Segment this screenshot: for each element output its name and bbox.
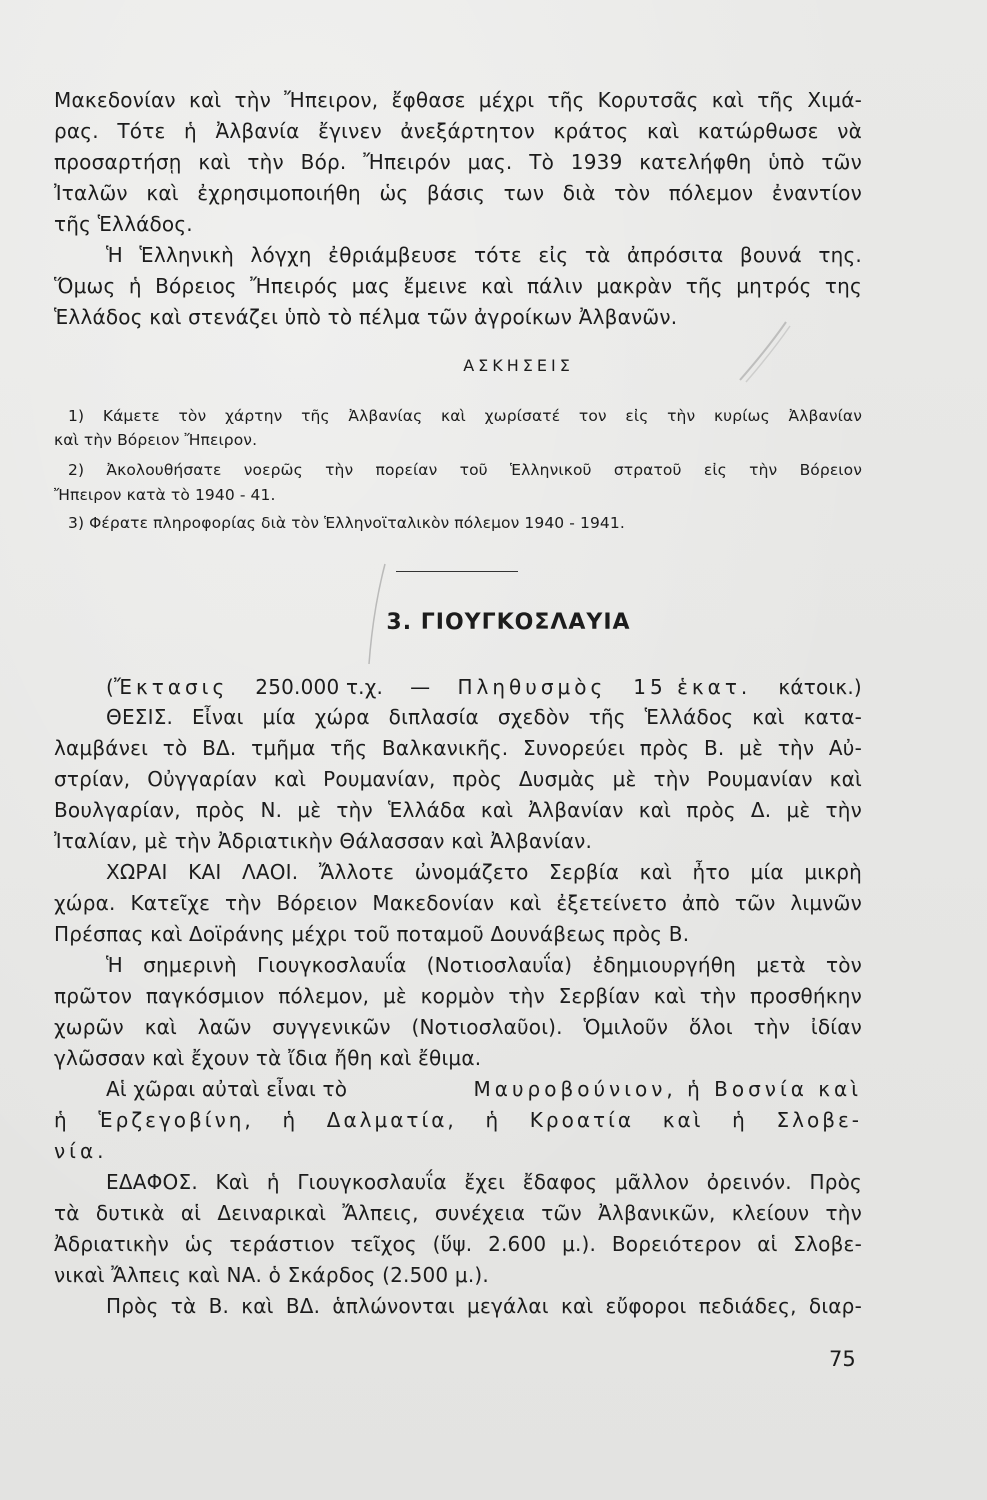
paragraph-line: γλῶσσαν καὶ ἔχουν τὰ ἴδια ἤθη καὶ ἔθιμα. — [54, 1046, 482, 1070]
paragraph-line: προσαρτήσῃ καὶ τὴν Βόρ. Ἤπειρόν μας. Τὸ 1939 κατελήφθη ὑπὸ τῶν — [54, 150, 862, 174]
regions-line — [54, 1075, 862, 1103]
paragraph-line: Ἑλλάδος καὶ στενάζει ὑπὸ τὸ πέλμα τῶν ἀγροίκων Ἀλβανῶν. — [54, 305, 678, 329]
paragraph-line: Ἡ σημερινὴ Γιουγκοσλαυΐα (Νοτιοσλαυΐα) ἐδημιουργήθη μετὰ τὸν — [106, 953, 862, 977]
paragraph-line: ρας. Τότε ἡ Ἀλβανία ἔγινεν ἀνεξάρτητον κράτος καὶ κατώρθωσε νὰ — [54, 119, 862, 143]
paragraph-line: Ὅμως ἡ Βόρειος Ἤπειρός μας ἔμεινε καὶ πάλιν μακρὰν τῆς μητρός της — [54, 274, 862, 298]
section-divider — [396, 571, 518, 572]
paragraph-line: Βουλγαρίαν, πρὸς Ν. μὲ τὴν Ἑλλάδα καὶ Ἀλβανίαν καὶ πρὸς Δ. μὲ τὴν — [54, 798, 862, 822]
regions-names: Μαυροβούνιον, ἡ Βοσνία καὶ — [473, 1077, 862, 1101]
paragraph-line: ΘΕΣΙΣ. Εἶναι μία χώρα διπλασία σχεδὸν τῆς Ἑλλάδος καὶ κατα- — [106, 705, 862, 729]
stats-line: (Ἔκτασις 250.000 τ.χ. — Πληθυσμὸς 15 ἑκατ. κάτοικ.) — [106, 675, 862, 699]
paragraph-line: στρίαν, Οὐγγαρίαν καὶ Ρουμανίαν, πρὸς Δυσμὰς μὲ τὴν Ρουμανίαν καὶ — [54, 767, 862, 791]
paragraph-line: τὰ δυτικὰ αἱ Δειναρικαὶ Ἄλπεις, συνέχεια τῶν Ἀλβανικῶν, κλείουν τὴν — [54, 1201, 862, 1225]
paragraph-line: Ἀδριατικὴν ὡς τεράστιον τεῖχος (ὕψ. 2.600 μ.). Βορειότερον αἱ Σλοβε- — [54, 1232, 862, 1256]
paragraph-line: Ἰταλῶν καὶ ἐχρησιμοποιήθη ὡς βάσις των διὰ τὸν πόλεμον ἐναντίον — [54, 181, 862, 205]
exercises-heading: ΑΣΚΗΣΕΙΣ — [463, 356, 574, 375]
exercise-item-continuation: καὶ τὴν Βόρειον Ἤπειρον. — [54, 431, 258, 449]
paragraph-line: πρῶτον παγκόσμιον πόλεμον, μὲ κορμὸν τὴν Σερβίαν καὶ τὴν προσθήκην — [54, 984, 862, 1008]
paragraph-line: Πρὸς τὰ Β. καὶ ΒΔ. ἁπλώνονται μεγάλαι καὶ εὔφοροι πεδιάδες, διαρ- — [106, 1294, 862, 1318]
page-number: 75 — [829, 1347, 856, 1371]
area-value: 250.000 τ.χ. — [255, 675, 384, 699]
section-title: 3. ΓΙΟΥΓΚΟΣΛΑΥΙΑ — [386, 610, 631, 635]
paragraph-line: χώρα. Κατεῖχε τὴν Βόρειον Μακεδονίαν καὶ ἐξετείνετο ἀπὸ τῶν λιμνῶν — [54, 891, 862, 915]
exercise-item: 2) Ἀκολουθήσατε νοερῶς τὴν πορείαν τοῦ Ἑλληνικοῦ στρατοῦ εἰς τὴν Βόρειον — [68, 461, 862, 479]
paragraph-line: Ἡ Ἑλληνικὴ λόγχη ἐθριάμβευσε τότε εἰς τὰ ἀπρόσιτα βουνά της. — [106, 243, 862, 267]
stats-dash: — — [410, 675, 431, 699]
exercise-item: 1) Κάμετε τὸν χάρτην τῆς Ἀλβανίας καὶ χωρίσατέ τον εἰς τὴν κυρίως Ἀλβανίαν — [68, 407, 862, 425]
paragraph-line: Πρέσπας καὶ Δοϊράνης μέχρι τοῦ ποταμοῦ Δουνάβεως πρὸς Β. — [54, 922, 690, 946]
paragraph-line: χωρῶν καὶ λαῶν συγγενικῶν (Νοτιοσλαῦοι). Ὁμιλοῦν ὅλοι τὴν ἰδίαν — [54, 1015, 862, 1039]
paragraph-line: Μακεδονίαν καὶ τὴν Ἤπειρον, ἔφθασε μέχρι τῆς Κορυτσᾶς καὶ τῆς Χιμά- — [54, 88, 862, 112]
paragraph-line: τῆς Ἑλλάδος. — [54, 212, 193, 236]
paragraph-line: ΕΔΑΦΟΣ. Καὶ ἡ Γιουγκοσλαυΐα ἔχει ἔδαφος μᾶλλον ὀρεινόν. Πρὸς — [106, 1170, 862, 1194]
population-value: 15 ἑκατ. — [633, 675, 752, 699]
area-label: Ἔκτασις — [114, 675, 229, 699]
paragraph-line: νικαὶ Ἄλπεις καὶ ΝΑ. ὁ Σκάρδος (2.500 μ.). — [54, 1263, 489, 1287]
exercise-item: 3) Φέρατε πληροφορίας διὰ τὸν Ἑλληνοϊταλικὸν πόλεμον 1940 - 1941. — [68, 514, 625, 532]
regions-line: νία. — [54, 1139, 108, 1163]
population-unit: κάτοικ.) — [778, 675, 862, 699]
population-label: Πληθυσμὸς — [457, 675, 607, 699]
paragraph-line: λαμβάνει τὸ ΒΔ. τμῆμα τῆς Βαλκανικῆς. Συνορεύει πρὸς Β. μὲ τὴν Αὐ- — [54, 736, 862, 760]
paragraph-line: Ἰταλίαν, μὲ τὴν Ἀδριατικὴν Θάλασσαν καὶ Ἀλβανίαν. — [54, 829, 593, 853]
exercise-item-continuation: Ἤπειρον κατὰ τὸ 1940 - 41. — [54, 486, 276, 504]
paragraph-line: ΧΩΡΑΙ ΚΑΙ ΛΑΟΙ. Ἄλλοτε ὠνομάζετο Σερβία καὶ ἦτο μία μικρὴ — [106, 860, 862, 884]
regions-line: ἡ Ἑρζεγοβίνη, ἡ Δαλματία, ἡ Κροατία καὶ ἡ Σλοβε- — [54, 1108, 862, 1132]
regions-prefix: Αἱ χῶραι αὐταὶ εἶναι τὸ — [106, 1077, 348, 1101]
